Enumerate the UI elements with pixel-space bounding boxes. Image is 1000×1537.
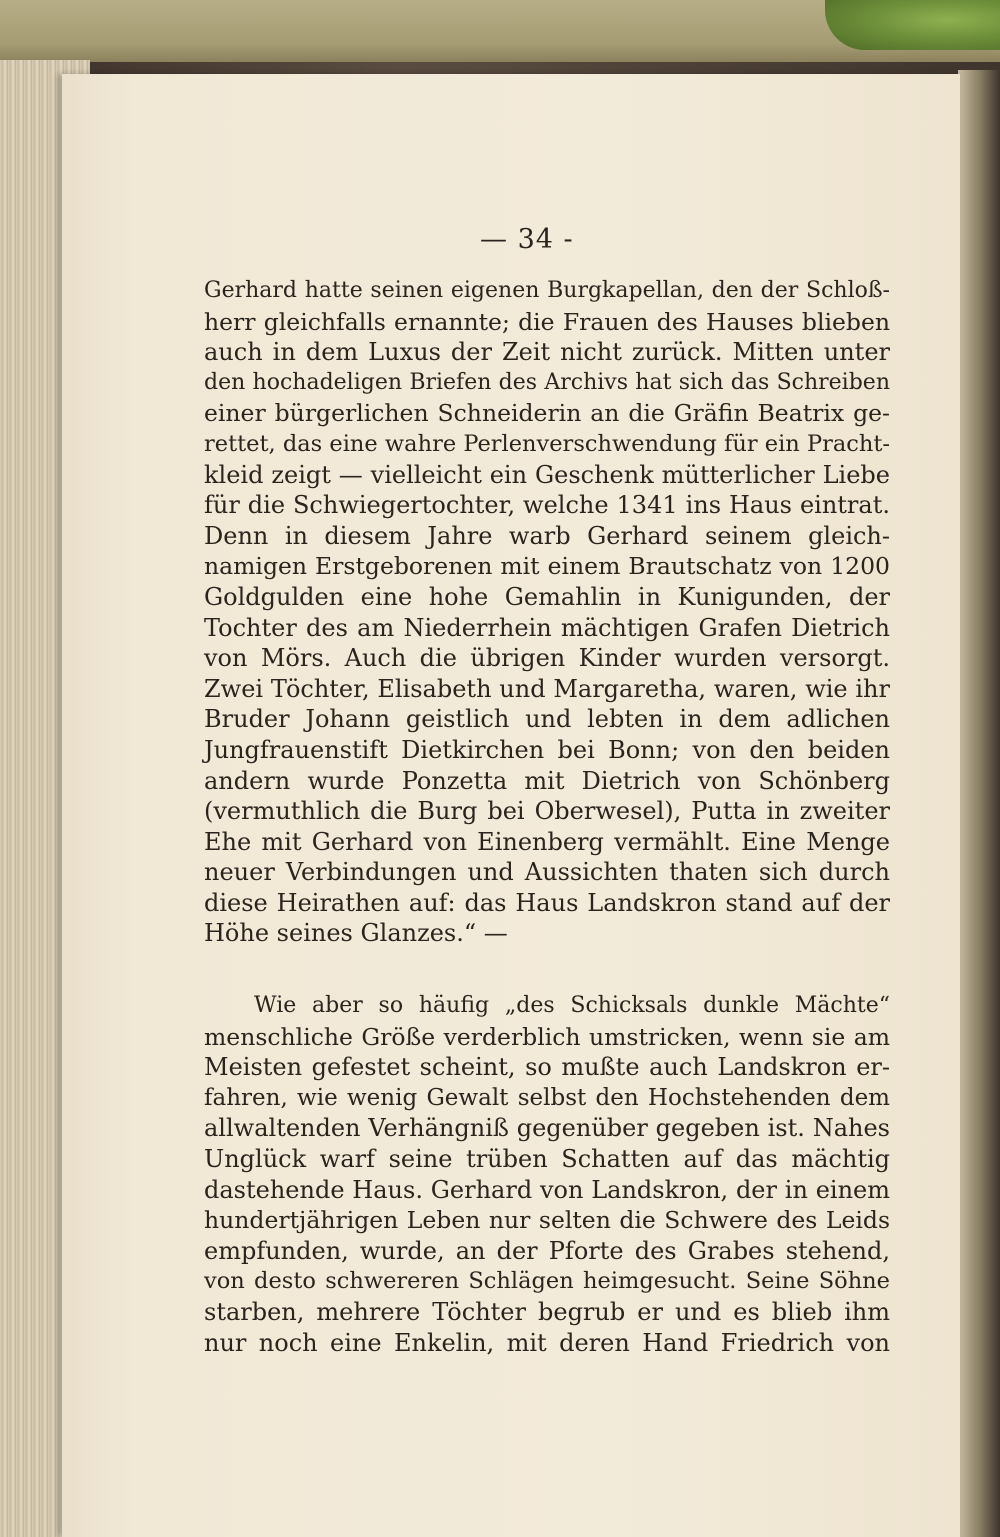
text-line: empfunden, wurde, an der Pforte des Grabes stehend,	[204, 1236, 890, 1265]
text-line: herr gleichfalls ernannte; die Frauen des Hauses blieben	[204, 307, 890, 336]
text-line: Ehe mit Gerhard von Einenberg vermählt. Eine Menge	[204, 827, 890, 856]
text-line: einer bürgerlichen Schneiderin an die Gräfin Beatrix ge-	[204, 399, 890, 428]
text-line: Tochter des am Niederrhein mächtigen Grafen Dietrich	[204, 613, 890, 642]
text-line: Denn in diesem Jahre warb Gerhard seinem gleich-	[204, 521, 890, 550]
text-line: Gerhard hatte seinen eigenen Burgkapellan, den der Schloß-	[204, 278, 890, 303]
text-line: auch in dem Luxus der Zeit nicht zurück. Mitten unter	[204, 338, 890, 367]
page-number: — 34 -	[480, 224, 574, 255]
text-line: Höhe seines Glanzes.“ —	[204, 919, 508, 948]
text-line: rettet, das eine wahre Perlenverschwendung für ein Pracht-	[204, 430, 890, 457]
text-line: von Mörs. Auch die übrigen Kinder wurden versorgt.	[204, 644, 890, 673]
text-line: Zwei Töchter, Elisabeth und Margaretha, waren, wie ihr	[204, 674, 890, 703]
text-line: neuer Verbindungen und Aussichten thaten sich durch	[204, 858, 890, 887]
text-line: nur noch eine Enkelin, mit deren Hand Friedrich von	[204, 1328, 890, 1357]
text-line: fahren, wie wenig Gewalt selbst den Hochstehenden dem	[204, 1084, 890, 1111]
text-line: für die Schwiegertochter, welche 1341 ins Haus eintrat.	[204, 491, 890, 520]
body-text	[204, 276, 890, 1358]
page-edge-right	[958, 70, 1000, 1537]
text-line: andern wurde Ponzetta mit Dietrich von Schönberg	[204, 766, 890, 795]
paragraph-gap	[204, 949, 890, 991]
text-line: (vermuthlich die Burg bei Oberwesel), Putta in zweiter	[204, 797, 890, 826]
text-line: Wie aber so häufig „des Schicksals dunkle Mächte“	[254, 993, 890, 1019]
text-line: von desto schwereren Schlägen heimgesucht. Seine Söhne	[204, 1268, 890, 1295]
text-line: diese Heirathen auf: das Haus Landskron stand auf der	[204, 888, 890, 917]
text-line: dastehende Haus. Gerhard von Landskron, der in einem	[204, 1175, 890, 1204]
text-line: Meisten gefestet scheint, so mußte auch Landskron er-	[204, 1053, 890, 1082]
text-line: starben, mehrere Töchter begrub er und es blieb ihm	[204, 1298, 890, 1326]
text-line: Unglück warf seine trüben Schatten auf das mächtig	[204, 1145, 890, 1174]
text-line: menschliche Größe verderblich umstricken, wenn sie am	[204, 1022, 890, 1051]
text-line: allwaltenden Verhängniß gegenüber gegeben ist. Nahes	[204, 1114, 890, 1143]
text-line: Jungfrauenstift Dietkirchen bei Bonn; von den beiden	[204, 735, 890, 764]
paragraph-2	[204, 991, 890, 1358]
green-bookmark-spine	[825, 0, 1000, 50]
paragraph-1	[204, 276, 890, 949]
text-line: kleid zeigt — vielleicht ein Geschenk mütterlicher Liebe	[204, 460, 890, 489]
text-line: Goldgulden eine hohe Gemahlin in Kunigunden, der	[204, 582, 890, 611]
text-line: den hochadeligen Briefen des Archivs hat sich das Schreiben	[204, 369, 890, 395]
text-line: namigen Erstgeborenen mit einem Brautschatz von 1200	[204, 552, 890, 581]
text-line: hundertjährigen Leben nur selten die Schwere des Leids	[204, 1206, 890, 1235]
text-line: Bruder Johann geistlich und lebten in dem adlichen	[204, 705, 890, 734]
